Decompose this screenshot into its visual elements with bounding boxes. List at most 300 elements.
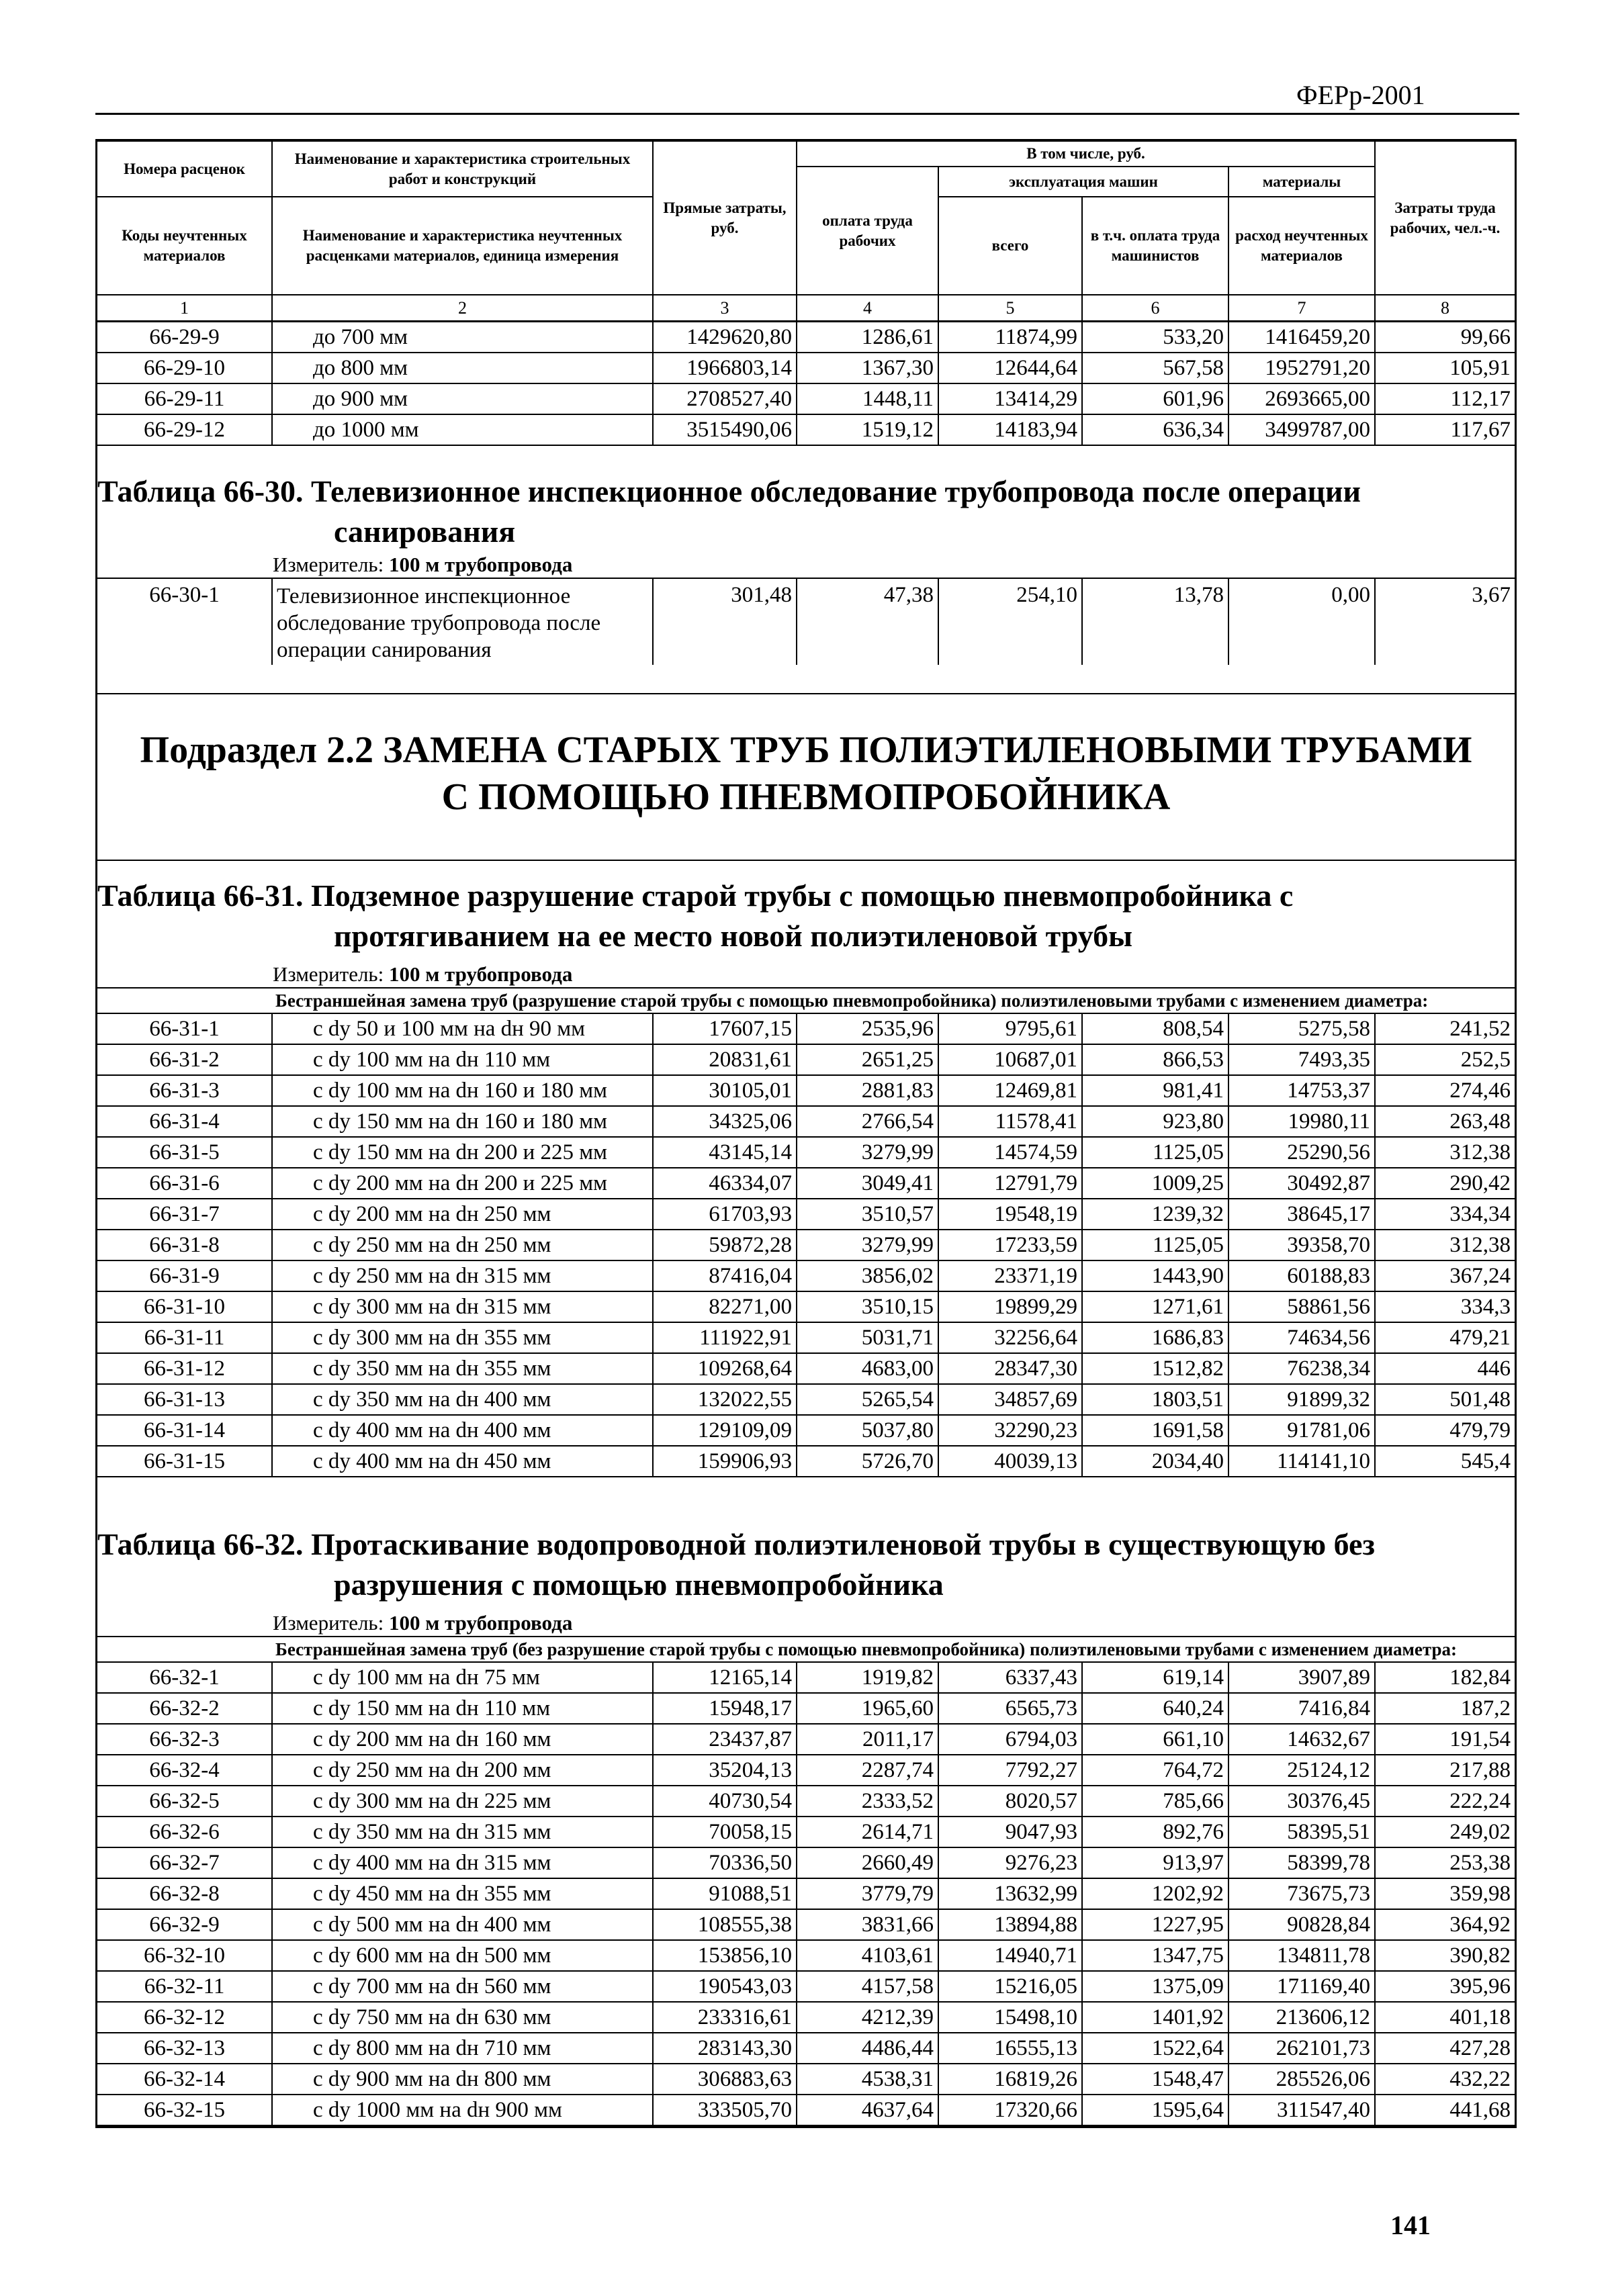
cell-col6: 567,58 bbox=[1083, 353, 1229, 383]
cell-col7: 3907,89 bbox=[1229, 1663, 1376, 1692]
cell-col6: 661,10 bbox=[1083, 1725, 1229, 1754]
table-row bbox=[97, 1107, 1515, 1138]
cell-col3: 87416,04 bbox=[654, 1261, 797, 1291]
measure-value: 100 м трубопровода bbox=[388, 1611, 573, 1635]
cell-col6: 636,34 bbox=[1083, 415, 1229, 445]
cell-col5: 17233,59 bbox=[939, 1230, 1083, 1260]
header-col4: оплата труда рабочих bbox=[797, 167, 939, 295]
header-col8: Затраты труда рабочих, чел.-ч. bbox=[1376, 142, 1515, 295]
cell-col6: 619,14 bbox=[1083, 1663, 1229, 1692]
cell-col6: 601,96 bbox=[1083, 384, 1229, 414]
cell-col4: 5037,80 bbox=[797, 1416, 939, 1445]
cell-col1: 66-31-7 bbox=[97, 1199, 273, 1229]
cell-col7: 14632,67 bbox=[1229, 1725, 1376, 1754]
cell-col5: 6565,73 bbox=[939, 1694, 1083, 1723]
cell-col8: 427,28 bbox=[1449, 2035, 1511, 2060]
table-row bbox=[97, 1972, 1515, 2003]
cell-col8: 217,88 bbox=[1449, 1757, 1511, 1782]
table-66-31-description: Бестраншейная замена труб (разрушение старой трубы с помощью пневмопробойника) полиэтиленовыми трубами с изменением диаметра: bbox=[97, 987, 1515, 1013]
cell-col4: 4538,31 bbox=[797, 2064, 939, 2094]
cell-col8: 182,84 bbox=[1449, 1665, 1511, 1690]
cell-col3: 1429620,80 bbox=[654, 322, 797, 352]
title-line2: протягиванием на ее место новой полиэтиленовой трубы bbox=[334, 919, 1133, 953]
cell-col3: 111922,91 bbox=[654, 1323, 797, 1352]
cell-col2: с dу 200 мм на dн 160 мм bbox=[273, 1725, 654, 1754]
table-row bbox=[97, 1725, 1515, 1755]
cell-col1: 66-29-12 bbox=[97, 415, 273, 445]
cell-col3: 70336,50 bbox=[654, 1848, 797, 1878]
cell-col7: 90828,84 bbox=[1229, 1910, 1376, 1939]
table-header bbox=[97, 142, 1515, 295]
table-row bbox=[97, 1076, 1515, 1107]
cell-col1: 66-31-12 bbox=[97, 1354, 273, 1383]
cell-col2: с dу 400 мм на dн 450 мм bbox=[273, 1447, 654, 1476]
cell-col4: 3856,02 bbox=[797, 1261, 939, 1291]
cell-col4: 2535,96 bbox=[797, 1014, 939, 1044]
cell-col1: 66-31-4 bbox=[97, 1107, 273, 1136]
cell-col7: 39358,70 bbox=[1229, 1230, 1376, 1260]
cell-col1: 66-32-15 bbox=[97, 2095, 273, 2125]
cell-col5: 14940,71 bbox=[939, 1941, 1083, 1970]
cell-col4: 5726,70 bbox=[797, 1447, 939, 1476]
cell-col3: 190543,03 bbox=[654, 1972, 797, 2001]
table-row bbox=[97, 1447, 1515, 1477]
cell-col1: 66-32-6 bbox=[97, 1817, 273, 1847]
cell-col2: с dу 250 мм на dн 250 мм bbox=[273, 1230, 654, 1260]
cell-col4: 3049,41 bbox=[797, 1168, 939, 1198]
cell-col4: 47,38 bbox=[797, 579, 939, 665]
cell-col2: с dу 250 мм на dн 200 мм bbox=[273, 1755, 654, 1785]
cell-col7: 311547,40 bbox=[1229, 2095, 1376, 2125]
cell-col6: 913,97 bbox=[1083, 1848, 1229, 1878]
cell-col4: 5265,54 bbox=[797, 1385, 939, 1414]
cell-col7: 19980,11 bbox=[1229, 1107, 1376, 1136]
cell-col5: 12644,64 bbox=[939, 353, 1083, 383]
cell-col8: 112,17 bbox=[1450, 386, 1511, 411]
measure-label: Измеритель: bbox=[273, 962, 384, 986]
cell-col7: 38645,17 bbox=[1229, 1199, 1376, 1229]
subsection-line2: С ПОМОЩЬЮ ПНЕВМОПРОБОЙНИКА bbox=[441, 776, 1171, 818]
header-col1-bottom: Коды неучтенных материалов bbox=[97, 197, 273, 295]
cell-col7: 1952791,20 bbox=[1229, 353, 1376, 383]
table-66-32-description: Бестраншейная замена труб (без разрушение старой трубы с помощью пневмопробойника) полиэтиленовыми трубами с изменением диаметра: bbox=[97, 1636, 1515, 1661]
cell-col7: 91781,06 bbox=[1229, 1416, 1376, 1445]
header-machines: эксплуатация машин bbox=[939, 167, 1229, 197]
cell-col8: 545,4 bbox=[1460, 1449, 1511, 1473]
cell-col2: с dу 800 мм на dн 710 мм bbox=[273, 2033, 654, 2063]
cell-col1: 66-31-1 bbox=[97, 1014, 273, 1044]
cell-col6: 1443,90 bbox=[1083, 1261, 1229, 1291]
cell-col4: 1919,82 bbox=[797, 1663, 939, 1692]
table-row bbox=[97, 1848, 1515, 1879]
table-row bbox=[97, 1879, 1515, 1910]
cell-col1: 66-32-9 bbox=[97, 1910, 273, 1939]
cell-col7: 14753,37 bbox=[1229, 1076, 1376, 1105]
cell-col5: 13414,29 bbox=[939, 384, 1083, 414]
cell-col3: 233316,61 bbox=[654, 2003, 797, 2032]
cell-col6: 1347,75 bbox=[1083, 1941, 1229, 1970]
cell-col2: с dу 350 мм на dн 355 мм bbox=[273, 1354, 654, 1383]
cell-col2: до 1000 мм bbox=[273, 415, 654, 445]
cell-col8: 263,48 bbox=[1449, 1109, 1511, 1134]
cell-col1: 66-29-11 bbox=[97, 384, 273, 414]
cell-col5: 12791,79 bbox=[939, 1168, 1083, 1198]
cell-col6: 1239,32 bbox=[1083, 1199, 1229, 1229]
cell-col5: 32290,23 bbox=[939, 1416, 1083, 1445]
cell-col2: с dу 300 мм на dн 315 мм bbox=[273, 1292, 654, 1322]
cell-col7: 213606,12 bbox=[1229, 2003, 1376, 2032]
cell-col5: 16555,13 bbox=[939, 2033, 1083, 2063]
table-row bbox=[97, 2003, 1515, 2033]
cell-col5: 9276,23 bbox=[939, 1848, 1083, 1878]
table-row bbox=[97, 1817, 1515, 1848]
cell-col8: 105,91 bbox=[1449, 355, 1511, 380]
cell-col2: с dу 150 мм на dн 110 мм bbox=[273, 1694, 654, 1723]
cell-col1: 66-31-11 bbox=[97, 1323, 273, 1352]
cell-col1: 66-31-5 bbox=[97, 1138, 273, 1167]
cell-col1: 66-31-8 bbox=[97, 1230, 273, 1260]
table-row bbox=[97, 1230, 1515, 1261]
cell-col6: 13,78 bbox=[1083, 579, 1229, 665]
cell-col7: 25290,56 bbox=[1229, 1138, 1376, 1167]
cell-col4: 3279,99 bbox=[797, 1230, 939, 1260]
cell-col7: 114141,10 bbox=[1229, 1447, 1376, 1476]
cell-col4: 4103,61 bbox=[797, 1941, 939, 1970]
cell-col7: 58399,78 bbox=[1229, 1848, 1376, 1878]
cell-col2: с dу 150 мм на dн 200 и 225 мм bbox=[273, 1138, 654, 1167]
cell-col8: 432,22 bbox=[1449, 2066, 1511, 2091]
cell-col6: 640,24 bbox=[1083, 1694, 1229, 1723]
subsection-heading bbox=[97, 693, 1515, 861]
cell-col6: 866,53 bbox=[1083, 1045, 1229, 1074]
cell-col4: 1519,12 bbox=[797, 415, 939, 445]
cell-col5: 19548,19 bbox=[939, 1199, 1083, 1229]
cell-col3: 12165,14 bbox=[654, 1663, 797, 1692]
cell-col5: 16819,26 bbox=[939, 2064, 1083, 2094]
column-number: 4 bbox=[797, 295, 939, 320]
cell-col6: 1691,58 bbox=[1083, 1416, 1229, 1445]
cell-col1: 66-32-10 bbox=[97, 1941, 273, 1970]
header-col2-bottom: Наименование и характеристика неучтенных расценками материалов, единица измерения bbox=[273, 197, 654, 295]
cell-col6: 1375,09 bbox=[1083, 1972, 1229, 2001]
cell-col4: 2881,83 bbox=[797, 1076, 939, 1105]
table-row bbox=[97, 1694, 1515, 1725]
cell-col2: с dу 150 мм на dн 160 и 180 мм bbox=[273, 1107, 654, 1136]
table-row bbox=[97, 415, 1515, 446]
header-including: В том числе, руб. bbox=[797, 142, 1376, 167]
cell-col7: 91899,32 bbox=[1229, 1385, 1376, 1414]
table-row bbox=[97, 1045, 1515, 1076]
cell-col5: 8020,57 bbox=[939, 1786, 1083, 1816]
cell-col6: 764,72 bbox=[1083, 1755, 1229, 1785]
table-66-32-title bbox=[97, 1477, 1515, 1605]
table-row bbox=[97, 1014, 1515, 1045]
cell-col4: 2333,52 bbox=[797, 1786, 939, 1816]
cell-col3: 46334,07 bbox=[654, 1168, 797, 1198]
column-number: 2 bbox=[273, 295, 654, 320]
cell-col8: 401,18 bbox=[1449, 2005, 1511, 2029]
cell-col8: 222,24 bbox=[1449, 1788, 1511, 1813]
cell-col7: 2693665,00 bbox=[1229, 384, 1376, 414]
measure-label: Измеритель: bbox=[273, 1611, 384, 1635]
cell-col4: 4212,39 bbox=[797, 2003, 939, 2032]
cell-col4: 2011,17 bbox=[797, 1725, 939, 1754]
cell-col1: 66-32-3 bbox=[97, 1725, 273, 1754]
table-row bbox=[97, 1261, 1515, 1292]
title-line1: Таблица 66-31. Подземное разрушение старой трубы с помощью пневмопробойника с bbox=[97, 878, 1294, 913]
cell-col5: 15498,10 bbox=[939, 2003, 1083, 2032]
cell-col6: 1009,25 bbox=[1083, 1168, 1229, 1198]
cell-col7: 60188,83 bbox=[1229, 1261, 1376, 1291]
cell-col1: 66-31-15 bbox=[97, 1447, 273, 1476]
cell-col2: с dу 500 мм на dн 400 мм bbox=[273, 1910, 654, 1939]
table-row bbox=[97, 1416, 1515, 1447]
table-row bbox=[97, 578, 1515, 665]
cell-col5: 9047,93 bbox=[939, 1817, 1083, 1847]
cell-col4: 2766,54 bbox=[797, 1107, 939, 1136]
cell-col1: 66-31-14 bbox=[97, 1416, 273, 1445]
cell-col4: 3279,99 bbox=[797, 1138, 939, 1167]
cell-col3: 2708527,40 bbox=[654, 384, 797, 414]
cell-col3: 132022,55 bbox=[654, 1385, 797, 1414]
cell-col3: 108555,38 bbox=[654, 1910, 797, 1939]
cell-col7: 134811,78 bbox=[1229, 1941, 1376, 1970]
cell-col6: 892,76 bbox=[1083, 1817, 1229, 1847]
cell-col1: 66-32-4 bbox=[97, 1755, 273, 1785]
running-head: ФЕРр-2001 bbox=[1296, 80, 1425, 110]
cell-col7: 262101,73 bbox=[1229, 2033, 1376, 2063]
table-66-30-title bbox=[97, 446, 1515, 552]
cell-col2: с dу 600 мм на dн 500 мм bbox=[273, 1941, 654, 1970]
cell-col7: 171169,40 bbox=[1229, 1972, 1376, 2001]
cell-col6: 533,20 bbox=[1083, 322, 1229, 352]
cell-col5: 15216,05 bbox=[939, 1972, 1083, 2001]
cell-col2: с dу 400 мм на dн 400 мм bbox=[273, 1416, 654, 1445]
cell-col2: с dу 50 и 100 мм на dн 90 мм bbox=[273, 1014, 654, 1044]
cell-col5: 13632,99 bbox=[939, 1879, 1083, 1909]
table-row bbox=[97, 1138, 1515, 1168]
table-row bbox=[97, 384, 1515, 415]
cell-col2: с dу 300 мм на dн 225 мм bbox=[273, 1786, 654, 1816]
cell-col4: 1965,60 bbox=[797, 1694, 939, 1723]
column-numbers-row bbox=[97, 295, 1515, 322]
cell-col7: 73675,73 bbox=[1229, 1879, 1376, 1909]
cell-col4: 3510,57 bbox=[797, 1199, 939, 1229]
column-number: 5 bbox=[939, 295, 1083, 320]
cell-col7: 74634,56 bbox=[1229, 1323, 1376, 1352]
cell-col7: 76238,34 bbox=[1229, 1354, 1376, 1383]
cell-col3: 333505,70 bbox=[654, 2095, 797, 2125]
cell-col8: 446 bbox=[1477, 1356, 1511, 1381]
cell-col5: 19899,29 bbox=[939, 1292, 1083, 1322]
cell-col2: с dу 400 мм на dн 315 мм bbox=[273, 1848, 654, 1878]
cell-col8: 312,38 bbox=[1449, 1232, 1511, 1257]
cell-col4: 2651,25 bbox=[797, 1045, 939, 1074]
cell-col1: 66-32-8 bbox=[97, 1879, 273, 1909]
cell-col6: 1271,61 bbox=[1083, 1292, 1229, 1322]
cell-col8: 334,3 bbox=[1460, 1294, 1511, 1319]
cell-col6: 1202,92 bbox=[1083, 1879, 1229, 1909]
cell-col6: 1522,64 bbox=[1083, 2033, 1229, 2063]
cell-col8: 253,38 bbox=[1449, 1850, 1511, 1875]
cell-col1: 66-32-14 bbox=[97, 2064, 273, 2094]
cell-col4: 4486,44 bbox=[797, 2033, 939, 2063]
cell-col2: с dу 200 мм на dн 200 и 225 мм bbox=[273, 1168, 654, 1198]
cell-col1: 66-32-11 bbox=[97, 1972, 273, 2001]
cell-col8: 441,68 bbox=[1449, 2097, 1511, 2122]
table-66-30-measure bbox=[97, 552, 1515, 578]
cell-col8: 191,54 bbox=[1449, 1727, 1511, 1751]
cell-col3: 3515490,06 bbox=[654, 415, 797, 445]
cell-col8: 312,38 bbox=[1449, 1140, 1511, 1164]
table-66-31-heading bbox=[97, 861, 1515, 1014]
table-66-29-rows bbox=[97, 322, 1515, 446]
cell-col3: 40730,54 bbox=[654, 1786, 797, 1816]
cell-col7: 7416,84 bbox=[1229, 1694, 1376, 1723]
table-row bbox=[97, 1910, 1515, 1941]
cell-col3: 34325,06 bbox=[654, 1107, 797, 1136]
cell-col2: с dу 300 мм на dн 355 мм bbox=[273, 1323, 654, 1352]
table-row bbox=[97, 2095, 1515, 2126]
cell-col8: 479,79 bbox=[1449, 1418, 1511, 1442]
table-66-30-section bbox=[97, 446, 1515, 693]
cell-col4: 2660,49 bbox=[797, 1848, 939, 1878]
cell-col3: 61703,93 bbox=[654, 1199, 797, 1229]
column-number: 7 bbox=[1229, 295, 1376, 320]
cell-col7: 285526,06 bbox=[1229, 2064, 1376, 2094]
table-row bbox=[97, 353, 1515, 384]
table-row bbox=[97, 322, 1515, 353]
cell-col5: 254,10 bbox=[939, 579, 1083, 665]
cell-col8: 252,5 bbox=[1460, 1047, 1511, 1072]
cell-col8: 3,67 bbox=[1472, 583, 1511, 607]
cell-col8: 99,66 bbox=[1460, 324, 1511, 349]
cell-col4: 1367,30 bbox=[797, 353, 939, 383]
cell-col6: 808,54 bbox=[1083, 1014, 1229, 1044]
cell-col2: с dу 350 мм на dн 400 мм bbox=[273, 1385, 654, 1414]
cell-col2: с dу 100 мм на dн 160 и 180 мм bbox=[273, 1076, 654, 1105]
cell-col7: 3499787,00 bbox=[1229, 415, 1376, 445]
cell-col3: 109268,64 bbox=[654, 1354, 797, 1383]
cell-col1: 66-32-1 bbox=[97, 1663, 273, 1692]
cell-col7: 58395,51 bbox=[1229, 1817, 1376, 1847]
measure-value: 100 м трубопровода bbox=[388, 553, 573, 576]
table-66-32-heading bbox=[97, 1477, 1515, 1663]
cell-col3: 43145,14 bbox=[654, 1138, 797, 1167]
cell-col8: 390,82 bbox=[1449, 1943, 1511, 1968]
cell-col4: 5031,71 bbox=[797, 1323, 939, 1352]
cell-col3: 17607,15 bbox=[654, 1014, 797, 1044]
cell-col5: 32256,64 bbox=[939, 1323, 1083, 1352]
cell-col7: 25124,12 bbox=[1229, 1755, 1376, 1785]
measure-label: Измеритель: bbox=[273, 553, 384, 576]
rates-table bbox=[95, 139, 1517, 2128]
cell-col5: 14183,94 bbox=[939, 415, 1083, 445]
cell-col2: с dу 450 мм на dн 355 мм bbox=[273, 1879, 654, 1909]
cell-col1: 66-31-6 bbox=[97, 1168, 273, 1198]
table-row bbox=[97, 1323, 1515, 1354]
table-row bbox=[97, 1941, 1515, 1972]
cell-col3: 35204,13 bbox=[654, 1755, 797, 1785]
title-line1: Таблица 66-32. Протаскивание водопроводной полиэтиленовой трубы в существующую без bbox=[97, 1527, 1375, 1561]
cell-col6: 923,80 bbox=[1083, 1107, 1229, 1136]
cell-col4: 4637,64 bbox=[797, 2095, 939, 2125]
cell-col6: 981,41 bbox=[1083, 1076, 1229, 1105]
cell-col3: 15948,17 bbox=[654, 1694, 797, 1723]
cell-col8: 367,24 bbox=[1449, 1263, 1511, 1288]
cell-col4: 2614,71 bbox=[797, 1817, 939, 1847]
header-col5: всего bbox=[939, 197, 1083, 295]
header-col3: Прямые затраты, руб. bbox=[654, 142, 797, 295]
table-66-31-rows bbox=[97, 1014, 1515, 1477]
column-number: 3 bbox=[654, 295, 797, 320]
cell-col3: 82271,00 bbox=[654, 1292, 797, 1322]
cell-col5: 7792,27 bbox=[939, 1755, 1083, 1785]
title-line1: Таблица 66-30. Телевизионное инспекционное обследование трубопровода после операции bbox=[97, 474, 1361, 508]
cell-col8: 290,42 bbox=[1449, 1170, 1511, 1195]
cell-col4: 2287,74 bbox=[797, 1755, 939, 1785]
cell-col3: 1966803,14 bbox=[654, 353, 797, 383]
header-col7: расход неучтенных материалов bbox=[1229, 197, 1376, 295]
cell-col7: 0,00 bbox=[1229, 579, 1376, 665]
cell-col3: 159906,93 bbox=[654, 1447, 797, 1476]
table-row bbox=[97, 1385, 1515, 1416]
cell-col6: 1125,05 bbox=[1083, 1230, 1229, 1260]
column-number: 1 bbox=[97, 295, 273, 320]
subsection-line1: Подраздел 2.2 ЗАМЕНА СТАРЫХ ТРУБ ПОЛИЭТИЛЕНОВЫМИ ТРУБАМИ bbox=[140, 729, 1472, 771]
cell-col7: 5275,58 bbox=[1229, 1014, 1376, 1044]
header-materials: материалы bbox=[1229, 167, 1376, 197]
cell-col2: до 900 мм bbox=[273, 384, 654, 414]
cell-col3: 306883,63 bbox=[654, 2064, 797, 2094]
cell-col5: 6794,03 bbox=[939, 1725, 1083, 1754]
table-66-32-measure bbox=[97, 1605, 1515, 1636]
cell-col1: 66-32-12 bbox=[97, 2003, 273, 2032]
table-row bbox=[97, 2064, 1515, 2095]
cell-col2: с dу 700 мм на dн 560 мм bbox=[273, 1972, 654, 2001]
cell-col5: 28347,30 bbox=[939, 1354, 1083, 1383]
table-66-32-rows bbox=[97, 1663, 1515, 2126]
cell-col3: 301,48 bbox=[654, 579, 797, 665]
cell-col7: 58861,56 bbox=[1229, 1292, 1376, 1322]
cell-col1: 66-29-10 bbox=[97, 353, 273, 383]
cell-col8: 364,92 bbox=[1449, 1912, 1511, 1937]
cell-col7: 1416459,20 bbox=[1229, 322, 1376, 352]
cell-col8: 359,98 bbox=[1449, 1881, 1511, 1906]
cell-col6: 1401,92 bbox=[1083, 2003, 1229, 2032]
cell-col3: 283143,30 bbox=[654, 2033, 797, 2063]
cell-col1: 66-31-3 bbox=[97, 1076, 273, 1105]
cell-col6: 1512,82 bbox=[1083, 1354, 1229, 1383]
cell-col1: 66-32-5 bbox=[97, 1786, 273, 1816]
header-rule bbox=[95, 113, 1519, 115]
cell-col5: 12469,81 bbox=[939, 1076, 1083, 1105]
table-row bbox=[97, 1292, 1515, 1323]
cell-col2: с dу 250 мм на dн 315 мм bbox=[273, 1261, 654, 1291]
cell-col5: 11874,99 bbox=[939, 322, 1083, 352]
cell-col5: 14574,59 bbox=[939, 1138, 1083, 1167]
cell-col5: 23371,19 bbox=[939, 1261, 1083, 1291]
cell-col1: 66-31-9 bbox=[97, 1261, 273, 1291]
cell-col8: 117,67 bbox=[1450, 417, 1511, 442]
cell-col4: 3831,66 bbox=[797, 1910, 939, 1939]
cell-col3: 129109,09 bbox=[654, 1416, 797, 1445]
cell-col1: 66-31-2 bbox=[97, 1045, 273, 1074]
cell-col3: 30105,01 bbox=[654, 1076, 797, 1105]
header-col2-top: Наименование и характеристика строительных работ и конструкций bbox=[273, 142, 654, 197]
cell-col7: 7493,35 bbox=[1229, 1045, 1376, 1074]
cell-col3: 91088,51 bbox=[654, 1879, 797, 1909]
